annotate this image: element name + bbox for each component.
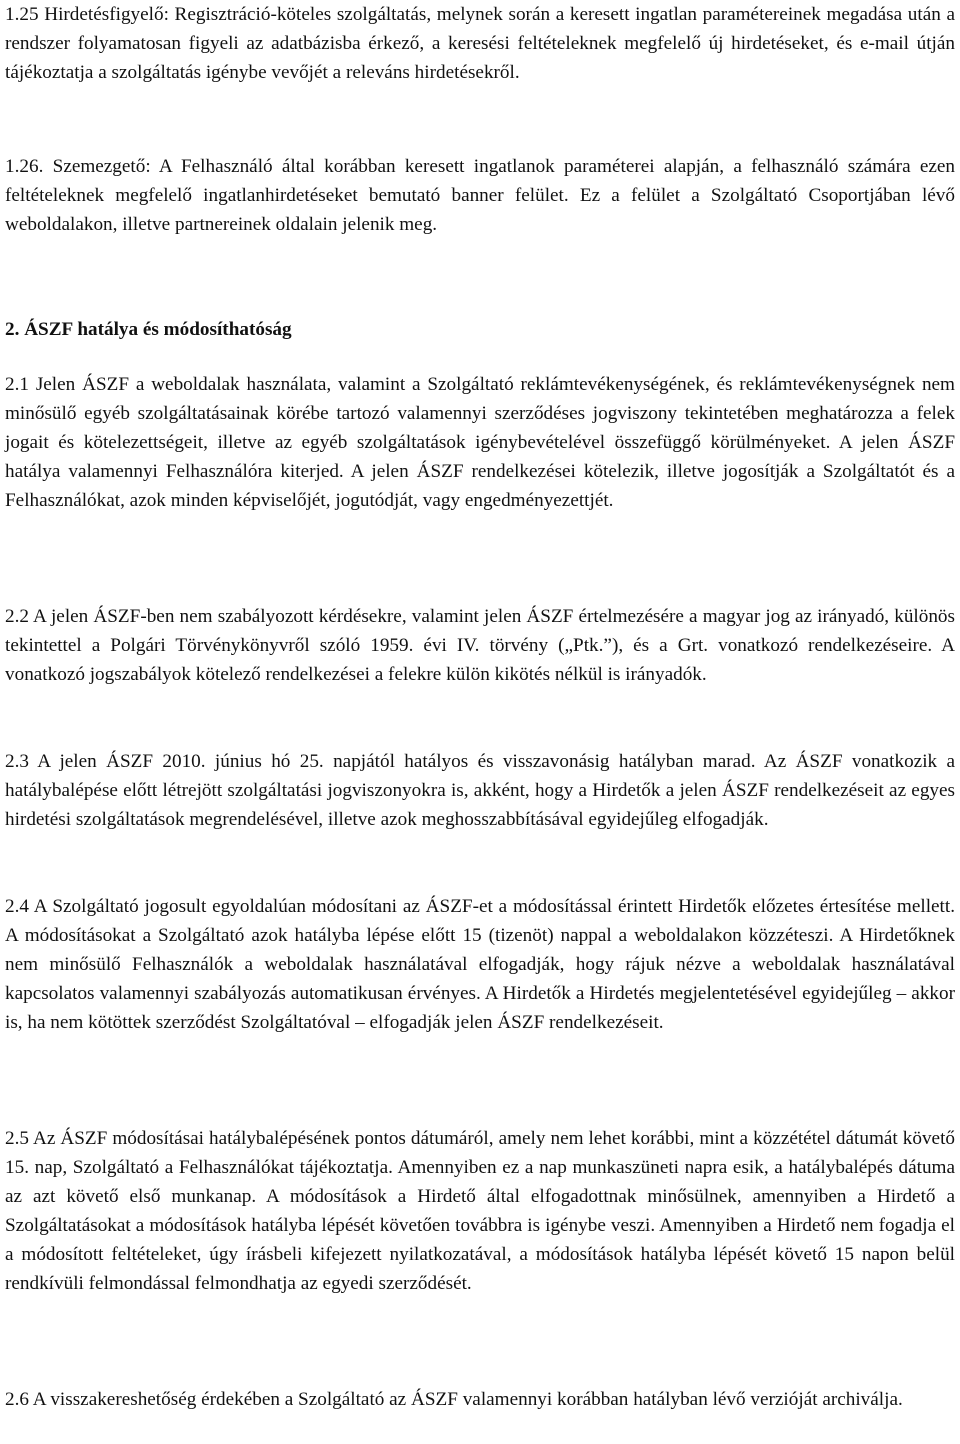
definition-term: 1.26. Szemezgető: bbox=[5, 156, 151, 177]
section-heading: 2. ÁSZF hatálya és módosíthatóság bbox=[5, 319, 292, 340]
paragraph-2-6: 2.6 A visszakereshetőség érdekében a Szolgáltató az ÁSZF valamennyi korábban hatályban lévő verzióját archiválja. bbox=[5, 1389, 903, 1410]
paragraph-2-5: 2.5 Az ÁSZF módosításai hatálybalépésének pontos dátumáról, amely nem lehet korábbi, mint a közzététel dátumát követő 15. nap, Szolgáltató a Felhasználókat tájékoztatja. Amennyiben ez a nap munkaszüneti napra esik, a hatálybalépés dátuma az azt követő első munkanap. A módosítások a Hirdető által elfogadottnak minősülnek, amennyiben a Hirdető a Szolgáltatásokat a módosítások hatályba lépését követően továbbra is igénybe veszi. Amennyiben a Hirdető nem fogadja el a módosított feltételeket, úgy írásbeli kifejezett nyilatkozatával, a módosítások hatályba lépését követő 15 napon belül rendkívüli felmondással felmondhatja az egyedi szerződését. bbox=[5, 1128, 955, 1294]
definition-term: 1.25 Hirdetésfigyelő: bbox=[5, 4, 169, 25]
paragraph-2-4: 2.4 A Szolgáltató jogosult egyoldalúan módosítani az ÁSZF-et a módosítással érintett Hirdetők előzetes értesítése mellett. A módosításokat a Szolgáltató azok hatályba lépése előtt 15 (tizenöt) nappal a weboldalakon közzéteszi. A Hirdetőknek nem minősülő Felhasználók a weboldalak használatával elfogadják, hogy rájuk nézve a weboldalak használatával kapcsolatos valamennyi szabályozás automatikusan érvényes. A Hirdetők a Hirdetés megjelentetésével egyidejűleg – akkor is, ha nem kötöttek szerződést Szolgáltatóval – elfogadják jelen ÁSZF rendelkezéseit. bbox=[5, 896, 955, 1033]
paragraph-2-3: 2.3 A jelen ÁSZF 2010. június hó 25. napjától hatályos és visszavonásig hatályban marad. Az ÁSZF vonatkozik a hatálybalépése előtt létrejött szolgáltatási jogviszonyokra is, akként, hogy a Hirdetők a jelen ÁSZF rendelkezéseit az egyes hirdetési szolgáltatások megrendelésével, illetve azok meghosszabbításával egyidejűleg elfogadják. bbox=[5, 751, 955, 830]
definition-hirdetesfigyelo bbox=[5, 0, 955, 87]
paragraph-2-2: 2.2 A jelen ÁSZF-ben nem szabályozott kérdésekre, valamint jelen ÁSZF értelmezésére a magyar jog az irányadó, különös tekintettel a Polgári Törvénykönyvről szóló 1959. évi IV. törvény („Ptk.”), és a Grt. vonatkozó rendelkezéseire. A vonatkozó jogszabályok kötelező rendelkezései a felekre külön kikötés nélkül is irányadók. bbox=[5, 606, 955, 685]
definition-text: A Felhasználó által korábban keresett ingatlanok paraméterei alapján, a felhasználó számára ezen feltételeknek megfelelő ingatlanhirdetéseket bemutató banner felület. Ez a felület a Szolgáltató Csoportjában lévő weboldalakon, illetve partnereinek oldalain jelenik meg. bbox=[5, 156, 955, 235]
definition-text: Regisztráció-köteles szolgáltatás, melynek során a keresett ingatlan paramétereinek megadása után a rendszer folyamatosan figyeli az adatbázisba érkező, a keresési feltételeknek megfelelő új hirdetéseket, és e-mail útján tájékoztatja a szolgáltatás igénybe vevőjét a releváns hirdetésekről. bbox=[5, 4, 955, 83]
paragraph-2-1: 2.1 Jelen ÁSZF a weboldalak használata, valamint a Szolgáltató reklámtevékenységének, és reklámtevékenységnek nem minősülő egyéb szolgáltatásainak körébe tartozó valamennyi szerződéses jogviszony tekintetében meghatározza a felek jogait és kötelezettségeit, illetve az egyéb szolgáltatások igénybevételével összefüggő körülményeket. A jelen ÁSZF hatálya valamennyi Felhasználóra kiterjed. A jelen ÁSZF rendelkezései kötelezik, illetve jogosítják a Szolgáltatót és a Felhasználókat, azok minden képviselőjét, jogutódját, vagy engedményezettjét. bbox=[5, 374, 955, 511]
definition-szemezgeto bbox=[5, 152, 955, 239]
